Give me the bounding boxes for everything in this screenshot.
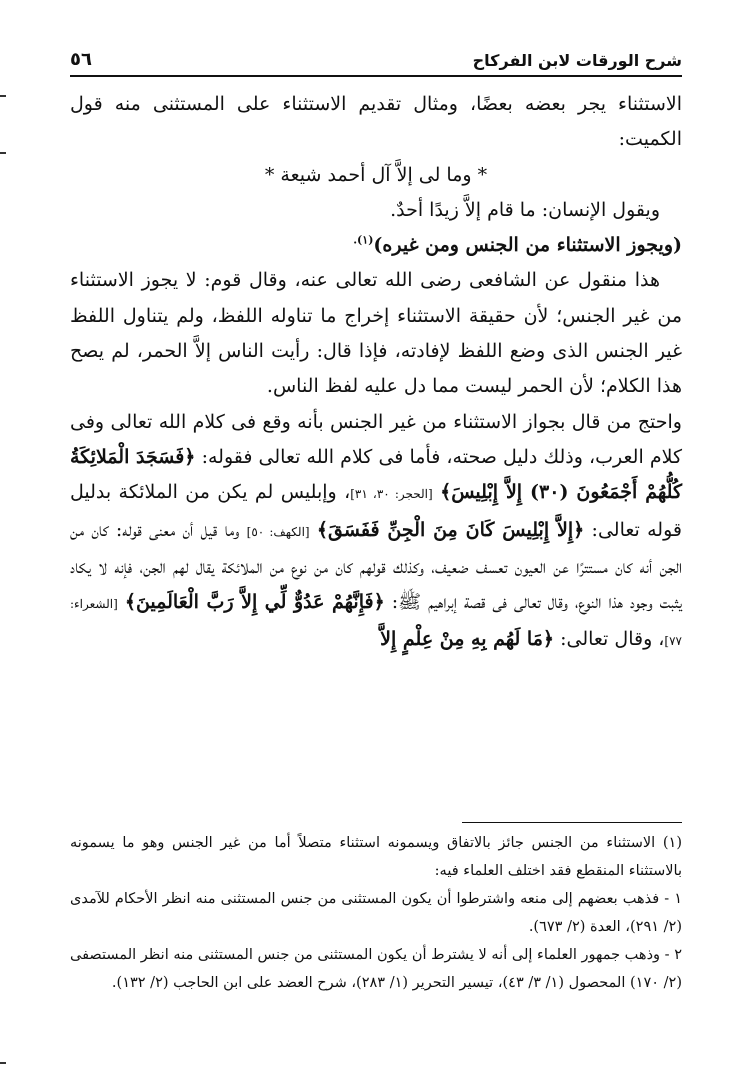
page-content (70, 40, 682, 660)
paragraph-text: واحتج من قال بجواز الاستثناء من غير الجنس بأنه وقع فى كلام الله تعالى وفى كلام العرب، وذلك دليل صحته، فأما فى كلام الله تعالى فقوله: (70, 410, 682, 468)
margin-mark (0, 1062, 6, 1064)
footnotes (70, 822, 682, 997)
paragraph: هذا منقول عن الشافعى رضى الله تعالى عنه، وقال قوم: لا يجوز الاستثناء من غير الجنس؛ لأن حقيقة الاستثناء إخراج ما تناوله اللفظ، ولم يتناول اللفظ غير الجنس الذى وضع اللفظ لإفادته، فإذا قال: رأيت الناس إلاَّ الحمر، لم يصح هذا الكلام؛ لأن الحمر ليست مما دل عليه لفظ الناس. (70, 269, 682, 398)
quran-reference: [الحجر: ٣٠، ٣١] (350, 487, 433, 502)
paragraph (70, 405, 682, 660)
header-title: شرح الورقات لابن الفركاح (472, 51, 682, 70)
paragraph: ويقول الإنسان: ما قام إلاَّ زيدًا أحدٌ. (390, 198, 660, 221)
quran-quote: ﴿فَسَجَدَ الْمَلائِكَةُ كُلُّهُمْ أَجْمَعُونَ (٣٠) إِلاَّ إِبْلِيسَ﴾ (70, 445, 683, 504)
heading-text: (ويجوز الاستثناء من الجنس ومن غيره) (373, 234, 682, 257)
paragraph-text: وما قيل أن معنى قوله: كان من الجن أنه كان مستترًا عن العيون تعسف ضعيف، وكذلك قولهم كان من نوع من الملائكة يقال لهم الجن، فإنه لا يكاد يثبت وجود هذا النوع، وقال تعالى فى قصة إبراهيم ﷺ: (70, 518, 683, 614)
section-heading (70, 228, 682, 263)
poetry-verse: * وما لى إلاَّ آل أحمد شيعة * (264, 163, 488, 186)
margin-mark (0, 152, 6, 154)
page-number: ٥٦ (70, 49, 92, 70)
quran-quote: ﴿فَإِنَّهُمْ عَدُوٌّ لِّي إِلاَّ رَبَّ الْعَالَمِينَ﴾ (124, 591, 385, 614)
footnote: ١ - فذهب بعضهم إلى منعه واشترطوا أن يكون المستثنى من جنس المستثنى منه انظر الأحكام للآمدى (٢/ ٢٩١)، العدة (٢/ ٦٧٣). (70, 891, 682, 935)
quran-reference: [الشعراء: ٧٧] (70, 597, 682, 649)
footnote-marker: (١). (353, 233, 374, 247)
running-header (70, 40, 682, 77)
quran-reference: [الكهف: ٥٠] (246, 524, 310, 539)
quran-quote: ﴿مَا لَهُم بِهِ مِنْ عِلْمٍ إِلاَّ (380, 628, 555, 651)
main-text (70, 87, 682, 660)
paragraph-text: ، وقال تعالى: (560, 628, 665, 651)
quran-quote: ﴿إِلاَّ إِبْلِيسَ كَانَ مِنَ الْجِنِّ فَفَسَقَ﴾ (316, 518, 585, 541)
margin-mark (0, 95, 6, 97)
footnote: (١) الاستثناء من الجنس جائز بالاتفاق ويسمونه استثناء متصلاً أما من غير الجنس وهو ما يسمونه بالاستثناء المنقطع فقد اختلف العلماء فيه: (70, 835, 682, 879)
paragraph: الاستثناء يجر بعضه بعضًا، ومثال تقديم الاستثناء على المستثنى منه قول الكميت: (70, 93, 682, 151)
paragraph-text: ، وإبليس لم يكن من الملائكة بدليل قوله تعالى: (70, 481, 682, 541)
footnote: ٢ - وذهب جمهور العلماء إلى أنه لا يشترط أن يكون المستثنى من جنس المستثنى منه انظر المستصفى (٢/ ١٧٠) المحصول (١/ ٣/ ٤٣)، تيسير التحرير (١/ ٢٨٣)، شرح العضد على ابن الحاجب (٢/ ١٣٢). (70, 947, 682, 991)
footnote-divider (462, 822, 682, 823)
